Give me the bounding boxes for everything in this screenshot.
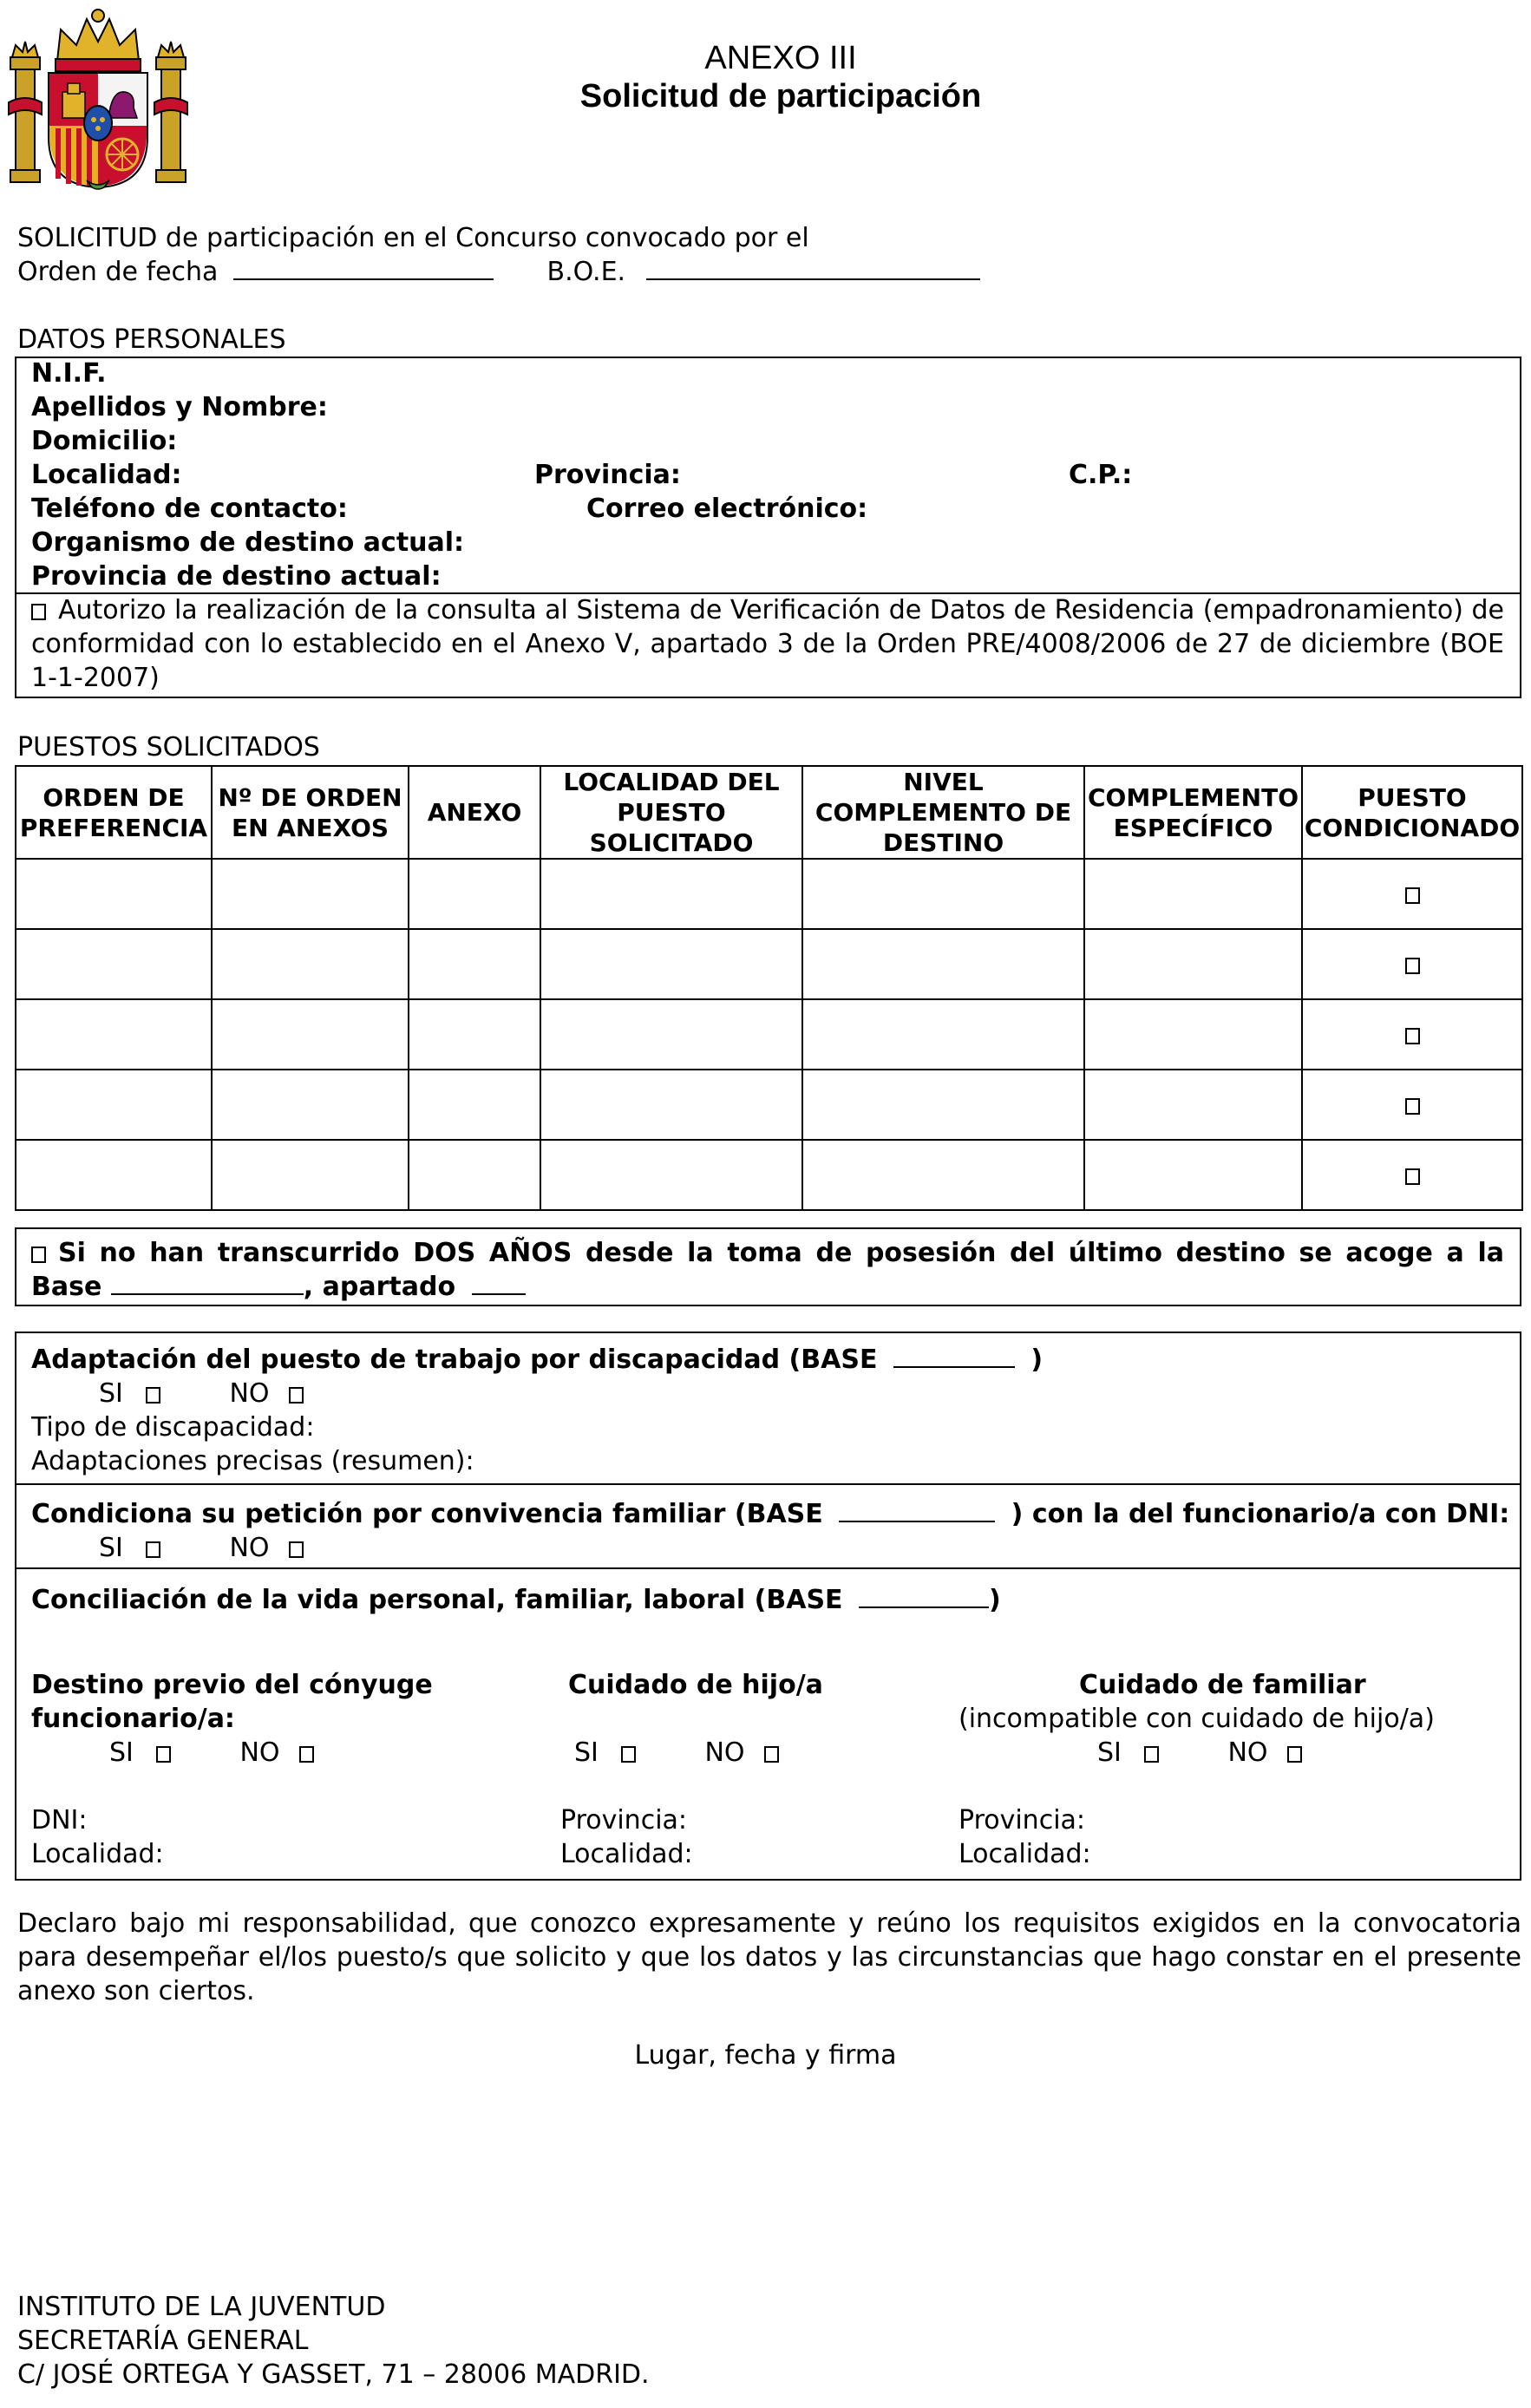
cell-numero[interactable] <box>212 1070 409 1140</box>
familiar-note: (incompatible con cuidado de hijo/a) <box>959 1704 1435 1734</box>
conciliacion-title <box>31 1583 1001 1617</box>
orden-de-fecha-label: Orden de fecha <box>17 257 219 287</box>
conyuge-no-label: NO <box>239 1737 280 1768</box>
cell-condicionado <box>1302 1140 1522 1210</box>
conciliacion-base-field[interactable] <box>859 1606 989 1608</box>
adaptacion-options <box>99 1377 309 1410</box>
cell-nivel[interactable] <box>802 929 1084 999</box>
hijo-no-checkbox[interactable] <box>764 1746 779 1763</box>
provincia-destino-label: Provincia de destino actual: <box>31 561 442 592</box>
tipo-discapacidad-label: Tipo de discapacidad: <box>31 1412 315 1443</box>
cell-condicionado <box>1302 1070 1522 1140</box>
adaptacion-title-end: ) <box>1030 1345 1044 1375</box>
intro-line: SOLICITUD de participación en el Concurso convocado por el <box>17 223 809 253</box>
autorizo-checkbox[interactable] <box>31 604 46 620</box>
cell-numero[interactable] <box>212 1140 409 1210</box>
condiciona-si-checkbox[interactable] <box>146 1541 160 1558</box>
col-numero-orden: Nº DE ORDEN EN ANEXOS <box>212 766 409 859</box>
cell-nivel[interactable] <box>802 859 1084 929</box>
cell-condicionado <box>1302 929 1522 999</box>
col-puesto-condicionado: PUESTO CONDICIONADO <box>1302 766 1522 859</box>
cell-numero[interactable] <box>212 929 409 999</box>
provincia-label: Provincia: <box>534 460 681 490</box>
localidad-label: Localidad: <box>31 460 182 490</box>
correo-label: Correo electrónico: <box>586 494 868 524</box>
hijo-no-label: NO <box>704 1737 745 1768</box>
dos-anos-checkbox[interactable] <box>31 1247 46 1263</box>
familiar-title: Cuidado de familiar <box>1079 1670 1366 1700</box>
cell-orden[interactable] <box>16 859 212 929</box>
condicionado-checkbox[interactable] <box>1405 887 1420 904</box>
adaptacion-no-checkbox[interactable] <box>289 1387 304 1404</box>
cell-especifico[interactable] <box>1084 999 1302 1070</box>
cell-orden[interactable] <box>16 1070 212 1140</box>
hijo-provincia-label: Provincia: <box>560 1805 688 1835</box>
col-nivel-complemento: NIVEL COMPLEMENTO DE DESTINO <box>802 766 1084 859</box>
adaptacion-title-text: Adaptación del puesto de trabajo por discapacidad (BASE <box>31 1345 878 1375</box>
apartado-field[interactable] <box>472 1293 526 1295</box>
familiar-no-checkbox[interactable] <box>1287 1746 1302 1763</box>
organismo-label: Organismo de destino actual: <box>31 527 465 558</box>
conyuge-localidad-label: Localidad: <box>31 1839 164 1869</box>
adaptacion-no-label: NO <box>229 1378 270 1409</box>
dos-anos-text: Si no han transcurrido DOS AÑOS desde la toma de posesión del último destino se acoge a la Base <box>31 1238 1504 1302</box>
condicionado-checkbox[interactable] <box>1405 1028 1420 1044</box>
cell-anexo[interactable] <box>409 929 540 999</box>
cell-especifico[interactable] <box>1084 859 1302 929</box>
cell-especifico[interactable] <box>1084 929 1302 999</box>
condiciona-title-end: ) con la del funcionario/a con DNI: <box>1011 1499 1510 1529</box>
telefono-label: Teléfono de contacto: <box>31 494 348 524</box>
adaptaciones-label: Adaptaciones precisas (resumen): <box>31 1446 474 1476</box>
cell-nivel[interactable] <box>802 1140 1084 1210</box>
cell-especifico[interactable] <box>1084 1140 1302 1210</box>
page-title: Solicitud de participación <box>579 78 982 115</box>
declaration-paragraph: Declaro bajo mi responsabilidad, que conozco expresamente y reúno los requisitos exigidos en la convocatoria para desempeñar el/los puesto/s que solicito y que los datos y las circunstancias que hago constar en el presente anexo son ciertos. <box>17 1908 1521 2006</box>
condiciona-divider <box>15 1567 1521 1569</box>
condiciona-no-label: NO <box>229 1533 270 1563</box>
hijo-options <box>574 1736 784 1770</box>
boe-label: B.O.E. <box>546 257 626 287</box>
condicionado-checkbox[interactable] <box>1405 1168 1420 1185</box>
adaptacion-si-checkbox[interactable] <box>146 1387 160 1404</box>
cell-anexo[interactable] <box>409 859 540 929</box>
cell-orden[interactable] <box>16 999 212 1070</box>
col-localidad: LOCALIDAD DEL PUESTO SOLICITADO <box>540 766 802 859</box>
adaptacion-title <box>31 1343 1043 1377</box>
conyuge-si-label: SI <box>109 1737 134 1768</box>
conyuge-title: Destino previo del cónyuge funcionario/a: <box>31 1670 433 1734</box>
familiar-no-label: NO <box>1227 1737 1268 1768</box>
table-row <box>16 999 1522 1070</box>
conyuge-no-checkbox[interactable] <box>299 1746 314 1763</box>
apartado-label: , apartado <box>303 1272 456 1302</box>
hijo-title: Cuidado de hijo/a <box>568 1670 823 1700</box>
conciliacion-title-end: ) <box>989 1585 1001 1615</box>
condiciona-title-text: Condiciona su petición por convivencia familiar (BASE <box>31 1499 823 1529</box>
signature-label: Lugar, fecha y firma <box>634 2040 897 2071</box>
annex-number: ANEXO III <box>704 40 857 76</box>
base-field[interactable] <box>111 1293 304 1295</box>
cell-localidad[interactable] <box>540 1140 802 1210</box>
familiar-si-checkbox[interactable] <box>1144 1746 1159 1763</box>
col-complemento-especifico: COMPLEMENTO ESPECÍFICO <box>1084 766 1302 859</box>
cell-especifico[interactable] <box>1084 1070 1302 1140</box>
apellidos-label: Apellidos y Nombre: <box>31 392 328 422</box>
col-orden-preferencia: ORDEN DE PREFERENCIA <box>16 766 212 859</box>
personal-data-heading: DATOS PERSONALES <box>17 324 286 355</box>
cell-anexo[interactable] <box>409 1070 540 1140</box>
cell-localidad[interactable] <box>540 999 802 1070</box>
adaptacion-divider <box>15 1483 1521 1485</box>
table-row <box>16 929 1522 999</box>
cell-condicionado <box>1302 859 1522 929</box>
adaptacion-si-label: SI <box>99 1378 123 1409</box>
autorizo-paragraph <box>31 593 1504 695</box>
puestos-header-row <box>16 766 1522 859</box>
table-row <box>16 1070 1522 1140</box>
condicionado-checkbox[interactable] <box>1405 958 1420 974</box>
condiciona-options <box>99 1531 309 1565</box>
cell-nivel[interactable] <box>802 999 1084 1070</box>
hijo-si-label: SI <box>574 1737 599 1768</box>
domicilio-label: Domicilio: <box>31 426 178 456</box>
footer-address: C/ JOSÉ ORTEGA Y GASSET, 71 – 28006 MADRID. <box>17 2359 650 2390</box>
condiciona-no-checkbox[interactable] <box>289 1541 304 1558</box>
cell-numero[interactable] <box>212 999 409 1070</box>
cell-condicionado <box>1302 999 1522 1070</box>
conyuge-options <box>109 1736 319 1770</box>
condiciona-si-label: SI <box>99 1533 123 1563</box>
orden-de-fecha-row <box>17 255 980 289</box>
puestos-heading: PUESTOS SOLICITADOS <box>17 732 320 762</box>
autorizo-text: Autorizo la realización de la consulta al Sistema de Verificación de Datos de Residencia (empadronamiento) de conformidad con lo establecido en el Anexo V, apartado 3 de la Orden PRE/4008/2006 de 27 de diciembre (BOE 1-1-2007) <box>31 595 1504 693</box>
nif-label: N.I.F. <box>31 358 107 389</box>
table-row <box>16 1140 1522 1210</box>
familiar-localidad-label: Localidad: <box>959 1839 1091 1869</box>
footer-institution: INSTITUTO DE LA JUVENTUD <box>17 2292 386 2322</box>
cell-localidad[interactable] <box>540 929 802 999</box>
cell-orden[interactable] <box>16 929 212 999</box>
puestos-table <box>15 765 1523 1211</box>
conciliacion-title-text: Conciliación de la vida personal, familiar, laboral (BASE <box>31 1585 843 1615</box>
dos-anos-paragraph <box>31 1236 1504 1304</box>
orden-fecha-field[interactable] <box>233 278 494 280</box>
familiar-si-label: SI <box>1097 1737 1122 1768</box>
cell-localidad[interactable] <box>540 1070 802 1140</box>
conyuge-si-checkbox[interactable] <box>156 1746 171 1763</box>
cell-localidad[interactable] <box>540 859 802 929</box>
col-anexo: ANEXO <box>409 766 540 859</box>
cell-anexo[interactable] <box>409 999 540 1070</box>
cp-label: C.P.: <box>1069 460 1133 490</box>
familiar-options <box>1097 1736 1307 1770</box>
adaptacion-base-field[interactable] <box>893 1366 1015 1368</box>
conyuge-dni-label: DNI: <box>31 1805 88 1835</box>
cell-orden[interactable] <box>16 1140 212 1210</box>
hijo-si-checkbox[interactable] <box>621 1746 636 1763</box>
condicionado-checkbox[interactable] <box>1405 1098 1420 1115</box>
cell-numero[interactable] <box>212 859 409 929</box>
condiciona-title <box>31 1497 1509 1531</box>
condiciona-base-field[interactable] <box>839 1521 995 1522</box>
cell-anexo[interactable] <box>409 1140 540 1210</box>
familiar-provincia-label: Provincia: <box>959 1805 1086 1835</box>
hijo-localidad-label: Localidad: <box>560 1839 693 1869</box>
boe-field[interactable] <box>646 278 980 280</box>
footer-department: SECRETARÍA GENERAL <box>17 2326 309 2356</box>
cell-nivel[interactable] <box>802 1070 1084 1140</box>
table-row <box>16 859 1522 929</box>
